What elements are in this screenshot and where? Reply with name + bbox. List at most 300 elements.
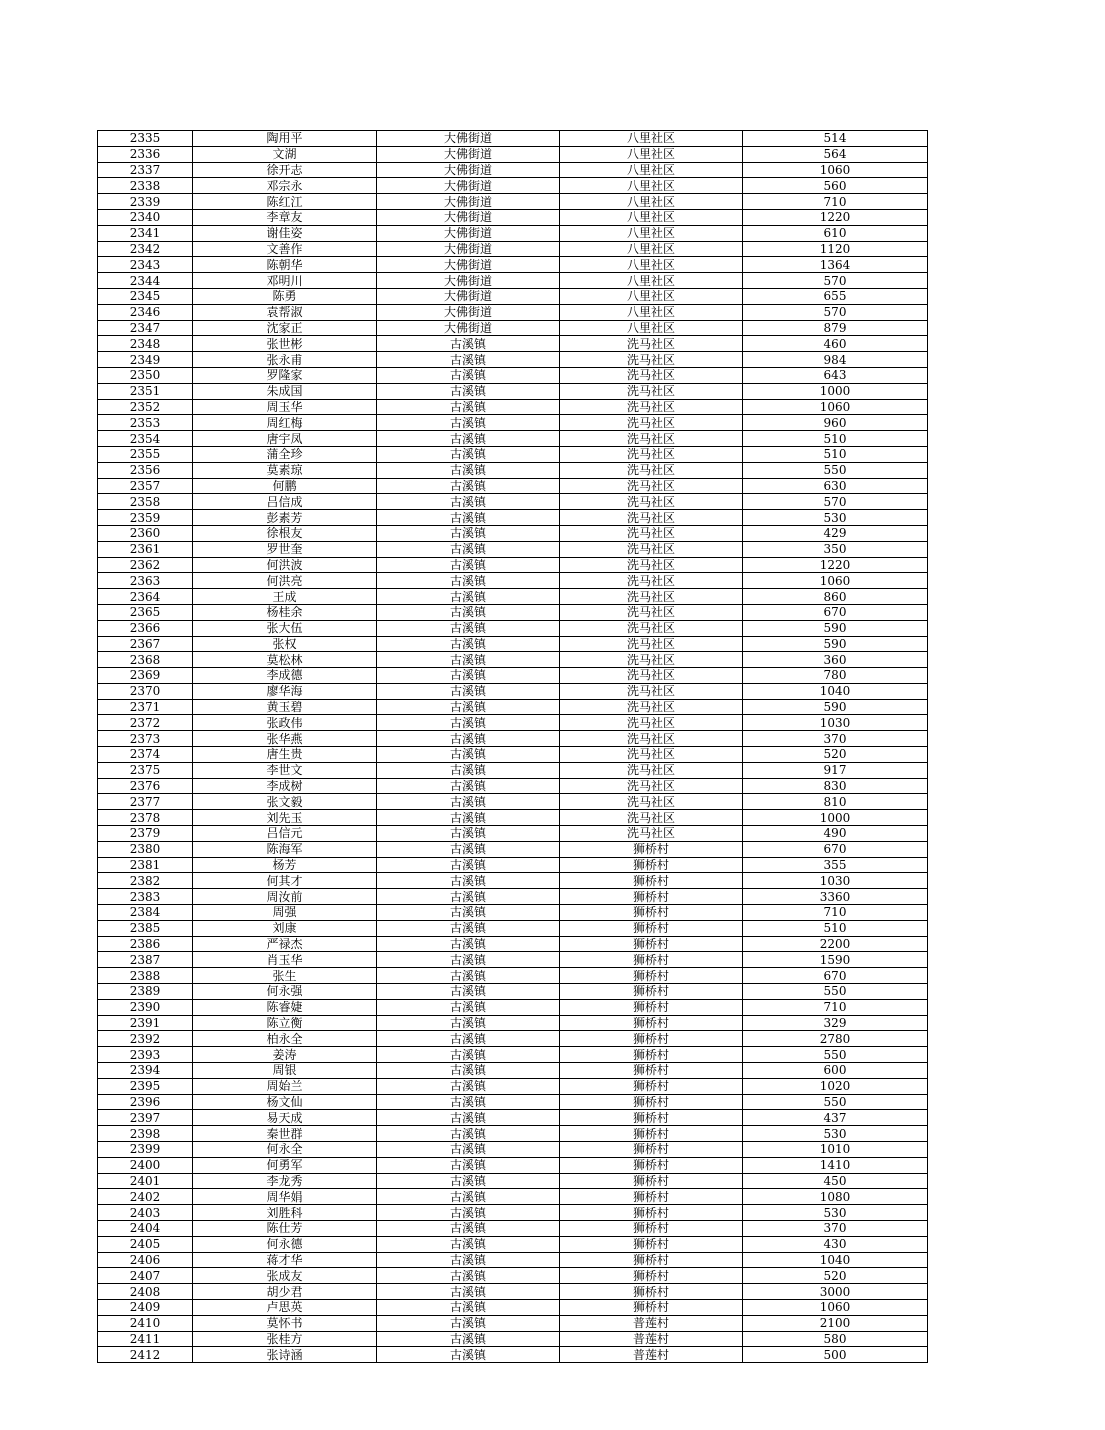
township-cell: 古溪镇 [377, 1220, 560, 1236]
serial-number-cell: 2370 [98, 683, 193, 699]
serial-number-cell: 2375 [98, 762, 193, 778]
community-cell: 八里社区 [560, 288, 743, 304]
table-row [98, 668, 928, 684]
community-cell: 狮桥村 [560, 1189, 743, 1205]
amount-cell: 1410 [743, 1157, 928, 1173]
community-cell: 普莲村 [560, 1347, 743, 1363]
serial-number-cell: 2349 [98, 352, 193, 368]
amount-cell: 490 [743, 826, 928, 842]
name-cell: 陈睿婕 [193, 999, 377, 1015]
township-cell: 古溪镇 [377, 841, 560, 857]
name-cell: 何永德 [193, 1236, 377, 1252]
amount-cell: 670 [743, 604, 928, 620]
name-cell: 杨文仙 [193, 1094, 377, 1110]
serial-number-cell: 2389 [98, 984, 193, 1000]
community-cell: 狮桥村 [560, 936, 743, 952]
township-cell: 大佛街道 [377, 131, 560, 147]
serial-number-cell: 2387 [98, 952, 193, 968]
community-cell: 洗马社区 [560, 826, 743, 842]
township-cell: 古溪镇 [377, 636, 560, 652]
name-cell: 姜涛 [193, 1047, 377, 1063]
amount-cell: 1364 [743, 257, 928, 273]
township-cell: 古溪镇 [377, 415, 560, 431]
township-cell: 古溪镇 [377, 1205, 560, 1221]
table-row [98, 431, 928, 447]
amount-cell: 1220 [743, 557, 928, 573]
township-cell: 古溪镇 [377, 1157, 560, 1173]
serial-number-cell: 2372 [98, 715, 193, 731]
township-cell: 古溪镇 [377, 668, 560, 684]
serial-number-cell: 2363 [98, 573, 193, 589]
table-row [98, 1268, 928, 1284]
serial-number-cell: 2354 [98, 431, 193, 447]
community-cell: 狮桥村 [560, 1252, 743, 1268]
township-cell: 古溪镇 [377, 1094, 560, 1110]
table-row [98, 1047, 928, 1063]
serial-number-cell: 2360 [98, 525, 193, 541]
serial-number-cell: 2366 [98, 620, 193, 636]
table-row [98, 415, 928, 431]
amount-cell: 429 [743, 525, 928, 541]
township-cell: 古溪镇 [377, 1268, 560, 1284]
amount-cell: 1030 [743, 873, 928, 889]
community-cell: 八里社区 [560, 241, 743, 257]
amount-cell: 430 [743, 1236, 928, 1252]
township-cell: 古溪镇 [377, 936, 560, 952]
township-cell: 古溪镇 [377, 699, 560, 715]
amount-cell: 917 [743, 762, 928, 778]
name-cell: 何洪亮 [193, 573, 377, 589]
township-cell: 古溪镇 [377, 541, 560, 557]
table-row [98, 541, 928, 557]
serial-number-cell: 2368 [98, 652, 193, 668]
township-cell: 古溪镇 [377, 826, 560, 842]
community-cell: 洗马社区 [560, 557, 743, 573]
township-cell: 古溪镇 [377, 573, 560, 589]
serial-number-cell: 2390 [98, 999, 193, 1015]
serial-number-cell: 2408 [98, 1284, 193, 1300]
name-cell: 谢佳姿 [193, 225, 377, 241]
table-row [98, 1078, 928, 1094]
township-cell: 古溪镇 [377, 367, 560, 383]
serial-number-cell: 2397 [98, 1110, 193, 1126]
community-cell: 八里社区 [560, 194, 743, 210]
community-cell: 洗马社区 [560, 494, 743, 510]
amount-cell: 370 [743, 1220, 928, 1236]
name-cell: 易天成 [193, 1110, 377, 1126]
township-cell: 古溪镇 [377, 557, 560, 573]
serial-number-cell: 2378 [98, 810, 193, 826]
township-cell: 古溪镇 [377, 336, 560, 352]
table-row [98, 1331, 928, 1347]
table-row [98, 1063, 928, 1079]
amount-cell: 1000 [743, 383, 928, 399]
amount-cell: 1590 [743, 952, 928, 968]
township-cell: 古溪镇 [377, 1142, 560, 1158]
township-cell: 古溪镇 [377, 873, 560, 889]
serial-number-cell: 2379 [98, 826, 193, 842]
community-cell: 狮桥村 [560, 952, 743, 968]
serial-number-cell: 2369 [98, 668, 193, 684]
table-row [98, 557, 928, 573]
serial-number-cell: 2383 [98, 889, 193, 905]
table-row [98, 510, 928, 526]
table-row [98, 1284, 928, 1300]
township-cell: 大佛街道 [377, 162, 560, 178]
name-cell: 蒲全珍 [193, 446, 377, 462]
table-row [98, 999, 928, 1015]
township-cell: 古溪镇 [377, 589, 560, 605]
amount-cell: 510 [743, 446, 928, 462]
table-row [98, 367, 928, 383]
table-row [98, 209, 928, 225]
community-cell: 狮桥村 [560, 889, 743, 905]
serial-number-cell: 2402 [98, 1189, 193, 1205]
amount-cell: 810 [743, 794, 928, 810]
amount-cell: 655 [743, 288, 928, 304]
serial-number-cell: 2392 [98, 1031, 193, 1047]
table-row [98, 1094, 928, 1110]
table-row [98, 225, 928, 241]
table-row [98, 1142, 928, 1158]
serial-number-cell: 2391 [98, 1015, 193, 1031]
serial-number-cell: 2382 [98, 873, 193, 889]
amount-cell: 460 [743, 336, 928, 352]
name-cell: 李成树 [193, 778, 377, 794]
amount-cell: 860 [743, 589, 928, 605]
township-cell: 大佛街道 [377, 257, 560, 273]
name-cell: 张永甫 [193, 352, 377, 368]
table-row [98, 336, 928, 352]
amount-cell: 590 [743, 620, 928, 636]
township-cell: 古溪镇 [377, 747, 560, 763]
name-cell: 周红梅 [193, 415, 377, 431]
table-row [98, 1205, 928, 1221]
community-cell: 洗马社区 [560, 762, 743, 778]
amount-cell: 570 [743, 304, 928, 320]
name-cell: 张桂方 [193, 1331, 377, 1347]
table-row [98, 905, 928, 921]
name-cell: 柏永全 [193, 1031, 377, 1047]
community-cell: 洗马社区 [560, 604, 743, 620]
name-cell: 莫松林 [193, 652, 377, 668]
amount-cell: 500 [743, 1347, 928, 1363]
township-cell: 古溪镇 [377, 731, 560, 747]
township-cell: 古溪镇 [377, 762, 560, 778]
community-cell: 八里社区 [560, 146, 743, 162]
name-cell: 张权 [193, 636, 377, 652]
serial-number-cell: 2394 [98, 1063, 193, 1079]
name-cell: 李成德 [193, 668, 377, 684]
table-row [98, 873, 928, 889]
township-cell: 大佛街道 [377, 304, 560, 320]
name-cell: 周华娟 [193, 1189, 377, 1205]
amount-cell: 590 [743, 636, 928, 652]
township-cell: 古溪镇 [377, 778, 560, 794]
township-cell: 古溪镇 [377, 905, 560, 921]
serial-number-cell: 2381 [98, 857, 193, 873]
community-cell: 狮桥村 [560, 841, 743, 857]
amount-cell: 1040 [743, 683, 928, 699]
serial-number-cell: 2407 [98, 1268, 193, 1284]
serial-number-cell: 2367 [98, 636, 193, 652]
community-cell: 狮桥村 [560, 1284, 743, 1300]
serial-number-cell: 2337 [98, 162, 193, 178]
serial-number-cell: 2365 [98, 604, 193, 620]
amount-cell: 670 [743, 841, 928, 857]
township-cell: 古溪镇 [377, 1047, 560, 1063]
amount-cell: 2780 [743, 1031, 928, 1047]
table-row [98, 731, 928, 747]
community-cell: 洗马社区 [560, 747, 743, 763]
serial-number-cell: 2412 [98, 1347, 193, 1363]
township-cell: 古溪镇 [377, 952, 560, 968]
amount-cell: 1060 [743, 162, 928, 178]
township-cell: 古溪镇 [377, 494, 560, 510]
table-row [98, 620, 928, 636]
community-cell: 洗马社区 [560, 699, 743, 715]
township-cell: 古溪镇 [377, 510, 560, 526]
table-row [98, 273, 928, 289]
table-row [98, 241, 928, 257]
township-cell: 古溪镇 [377, 1126, 560, 1142]
community-cell: 普莲村 [560, 1315, 743, 1331]
township-cell: 大佛街道 [377, 225, 560, 241]
amount-cell: 2100 [743, 1315, 928, 1331]
amount-cell: 450 [743, 1173, 928, 1189]
amount-cell: 360 [743, 652, 928, 668]
township-cell: 古溪镇 [377, 1331, 560, 1347]
table-row [98, 320, 928, 336]
name-cell: 文湖 [193, 146, 377, 162]
name-cell: 何勇军 [193, 1157, 377, 1173]
serial-number-cell: 2364 [98, 589, 193, 605]
amount-cell: 530 [743, 1126, 928, 1142]
amount-cell: 780 [743, 668, 928, 684]
serial-number-cell: 2385 [98, 920, 193, 936]
serial-number-cell: 2374 [98, 747, 193, 763]
amount-cell: 1060 [743, 1299, 928, 1315]
amount-cell: 1080 [743, 1189, 928, 1205]
table-row [98, 1173, 928, 1189]
record-table [97, 130, 928, 1363]
amount-cell: 564 [743, 146, 928, 162]
name-cell: 彭素芳 [193, 510, 377, 526]
community-cell: 洗马社区 [560, 383, 743, 399]
community-cell: 狮桥村 [560, 1078, 743, 1094]
serial-number-cell: 2355 [98, 446, 193, 462]
community-cell: 狮桥村 [560, 1236, 743, 1252]
name-cell: 徐根友 [193, 525, 377, 541]
township-cell: 古溪镇 [377, 1284, 560, 1300]
amount-cell: 520 [743, 747, 928, 763]
community-cell: 洗马社区 [560, 620, 743, 636]
serial-number-cell: 2393 [98, 1047, 193, 1063]
name-cell: 何永全 [193, 1142, 377, 1158]
amount-cell: 1010 [743, 1142, 928, 1158]
township-cell: 古溪镇 [377, 1315, 560, 1331]
table-row [98, 636, 928, 652]
table-row [98, 810, 928, 826]
name-cell: 周始兰 [193, 1078, 377, 1094]
community-cell: 洗马社区 [560, 573, 743, 589]
amount-cell: 514 [743, 131, 928, 147]
table-row [98, 1236, 928, 1252]
name-cell: 周汝前 [193, 889, 377, 905]
amount-cell: 600 [743, 1063, 928, 1079]
table-row [98, 857, 928, 873]
table-row [98, 304, 928, 320]
community-cell: 洗马社区 [560, 415, 743, 431]
amount-cell: 560 [743, 178, 928, 194]
table-row [98, 699, 928, 715]
township-cell: 古溪镇 [377, 1347, 560, 1363]
name-cell: 罗世奎 [193, 541, 377, 557]
name-cell: 莫怀书 [193, 1315, 377, 1331]
township-cell: 大佛街道 [377, 288, 560, 304]
community-cell: 洗马社区 [560, 589, 743, 605]
name-cell: 张成友 [193, 1268, 377, 1284]
community-cell: 狮桥村 [560, 873, 743, 889]
community-cell: 狮桥村 [560, 1031, 743, 1047]
table-row [98, 1110, 928, 1126]
serial-number-cell: 2380 [98, 841, 193, 857]
amount-cell: 570 [743, 494, 928, 510]
amount-cell: 1040 [743, 1252, 928, 1268]
township-cell: 古溪镇 [377, 604, 560, 620]
amount-cell: 520 [743, 1268, 928, 1284]
township-cell: 古溪镇 [377, 810, 560, 826]
community-cell: 狮桥村 [560, 984, 743, 1000]
table-row [98, 352, 928, 368]
serial-number-cell: 2348 [98, 336, 193, 352]
serial-number-cell: 2371 [98, 699, 193, 715]
name-cell: 李章友 [193, 209, 377, 225]
name-cell: 刘胜科 [193, 1205, 377, 1221]
community-cell: 八里社区 [560, 131, 743, 147]
township-cell: 古溪镇 [377, 1015, 560, 1031]
table-row [98, 399, 928, 415]
amount-cell: 2200 [743, 936, 928, 952]
community-cell: 狮桥村 [560, 857, 743, 873]
amount-cell: 510 [743, 431, 928, 447]
serial-number-cell: 2358 [98, 494, 193, 510]
serial-number-cell: 2403 [98, 1205, 193, 1221]
name-cell: 邓宗永 [193, 178, 377, 194]
amount-cell: 370 [743, 731, 928, 747]
community-cell: 八里社区 [560, 304, 743, 320]
serial-number-cell: 2406 [98, 1252, 193, 1268]
serial-number-cell: 2377 [98, 794, 193, 810]
community-cell: 狮桥村 [560, 1047, 743, 1063]
amount-cell: 1060 [743, 573, 928, 589]
name-cell: 唐生贵 [193, 747, 377, 763]
serial-number-cell: 2357 [98, 478, 193, 494]
name-cell: 袁帮淑 [193, 304, 377, 320]
community-cell: 八里社区 [560, 273, 743, 289]
table-row [98, 194, 928, 210]
table-row [98, 1252, 928, 1268]
community-cell: 洗马社区 [560, 367, 743, 383]
table-row [98, 715, 928, 731]
township-cell: 古溪镇 [377, 352, 560, 368]
table-row [98, 794, 928, 810]
township-cell: 古溪镇 [377, 1189, 560, 1205]
community-cell: 狮桥村 [560, 1015, 743, 1031]
table-row [98, 525, 928, 541]
name-cell: 何鹏 [193, 478, 377, 494]
table-row [98, 1157, 928, 1173]
amount-cell: 984 [743, 352, 928, 368]
name-cell: 陈海军 [193, 841, 377, 857]
amount-cell: 437 [743, 1110, 928, 1126]
township-cell: 古溪镇 [377, 683, 560, 699]
amount-cell: 530 [743, 1205, 928, 1221]
township-cell: 古溪镇 [377, 920, 560, 936]
serial-number-cell: 2376 [98, 778, 193, 794]
table-row [98, 1126, 928, 1142]
serial-number-cell: 2345 [98, 288, 193, 304]
name-cell: 张生 [193, 968, 377, 984]
community-cell: 狮桥村 [560, 1157, 743, 1173]
serial-number-cell: 2410 [98, 1315, 193, 1331]
name-cell: 肖玉华 [193, 952, 377, 968]
township-cell: 大佛街道 [377, 194, 560, 210]
community-cell: 狮桥村 [560, 1142, 743, 1158]
amount-cell: 580 [743, 1331, 928, 1347]
serial-number-cell: 2338 [98, 178, 193, 194]
serial-number-cell: 2400 [98, 1157, 193, 1173]
table-row [98, 604, 928, 620]
community-cell: 洗马社区 [560, 715, 743, 731]
name-cell: 王成 [193, 589, 377, 605]
township-cell: 古溪镇 [377, 1236, 560, 1252]
community-cell: 八里社区 [560, 209, 743, 225]
serial-number-cell: 2350 [98, 367, 193, 383]
name-cell: 邓明川 [193, 273, 377, 289]
township-cell: 大佛街道 [377, 241, 560, 257]
township-cell: 古溪镇 [377, 1031, 560, 1047]
township-cell: 古溪镇 [377, 1110, 560, 1126]
community-cell: 狮桥村 [560, 1299, 743, 1315]
name-cell: 杨桂余 [193, 604, 377, 620]
community-cell: 洗马社区 [560, 462, 743, 478]
community-cell: 八里社区 [560, 162, 743, 178]
amount-cell: 350 [743, 541, 928, 557]
community-cell: 洗马社区 [560, 668, 743, 684]
amount-cell: 550 [743, 1094, 928, 1110]
serial-number-cell: 2401 [98, 1173, 193, 1189]
township-cell: 古溪镇 [377, 478, 560, 494]
table-row [98, 131, 928, 147]
name-cell: 何洪波 [193, 557, 377, 573]
table-row [98, 778, 928, 794]
township-cell: 古溪镇 [377, 1063, 560, 1079]
community-cell: 狮桥村 [560, 1173, 743, 1189]
name-cell: 卢思英 [193, 1299, 377, 1315]
table-row [98, 462, 928, 478]
township-cell: 古溪镇 [377, 399, 560, 415]
name-cell: 陈勇 [193, 288, 377, 304]
table-row [98, 1031, 928, 1047]
table-row [98, 841, 928, 857]
community-cell: 洗马社区 [560, 652, 743, 668]
serial-number-cell: 2361 [98, 541, 193, 557]
township-cell: 古溪镇 [377, 1078, 560, 1094]
community-cell: 狮桥村 [560, 1205, 743, 1221]
township-cell: 古溪镇 [377, 383, 560, 399]
table-row [98, 920, 928, 936]
